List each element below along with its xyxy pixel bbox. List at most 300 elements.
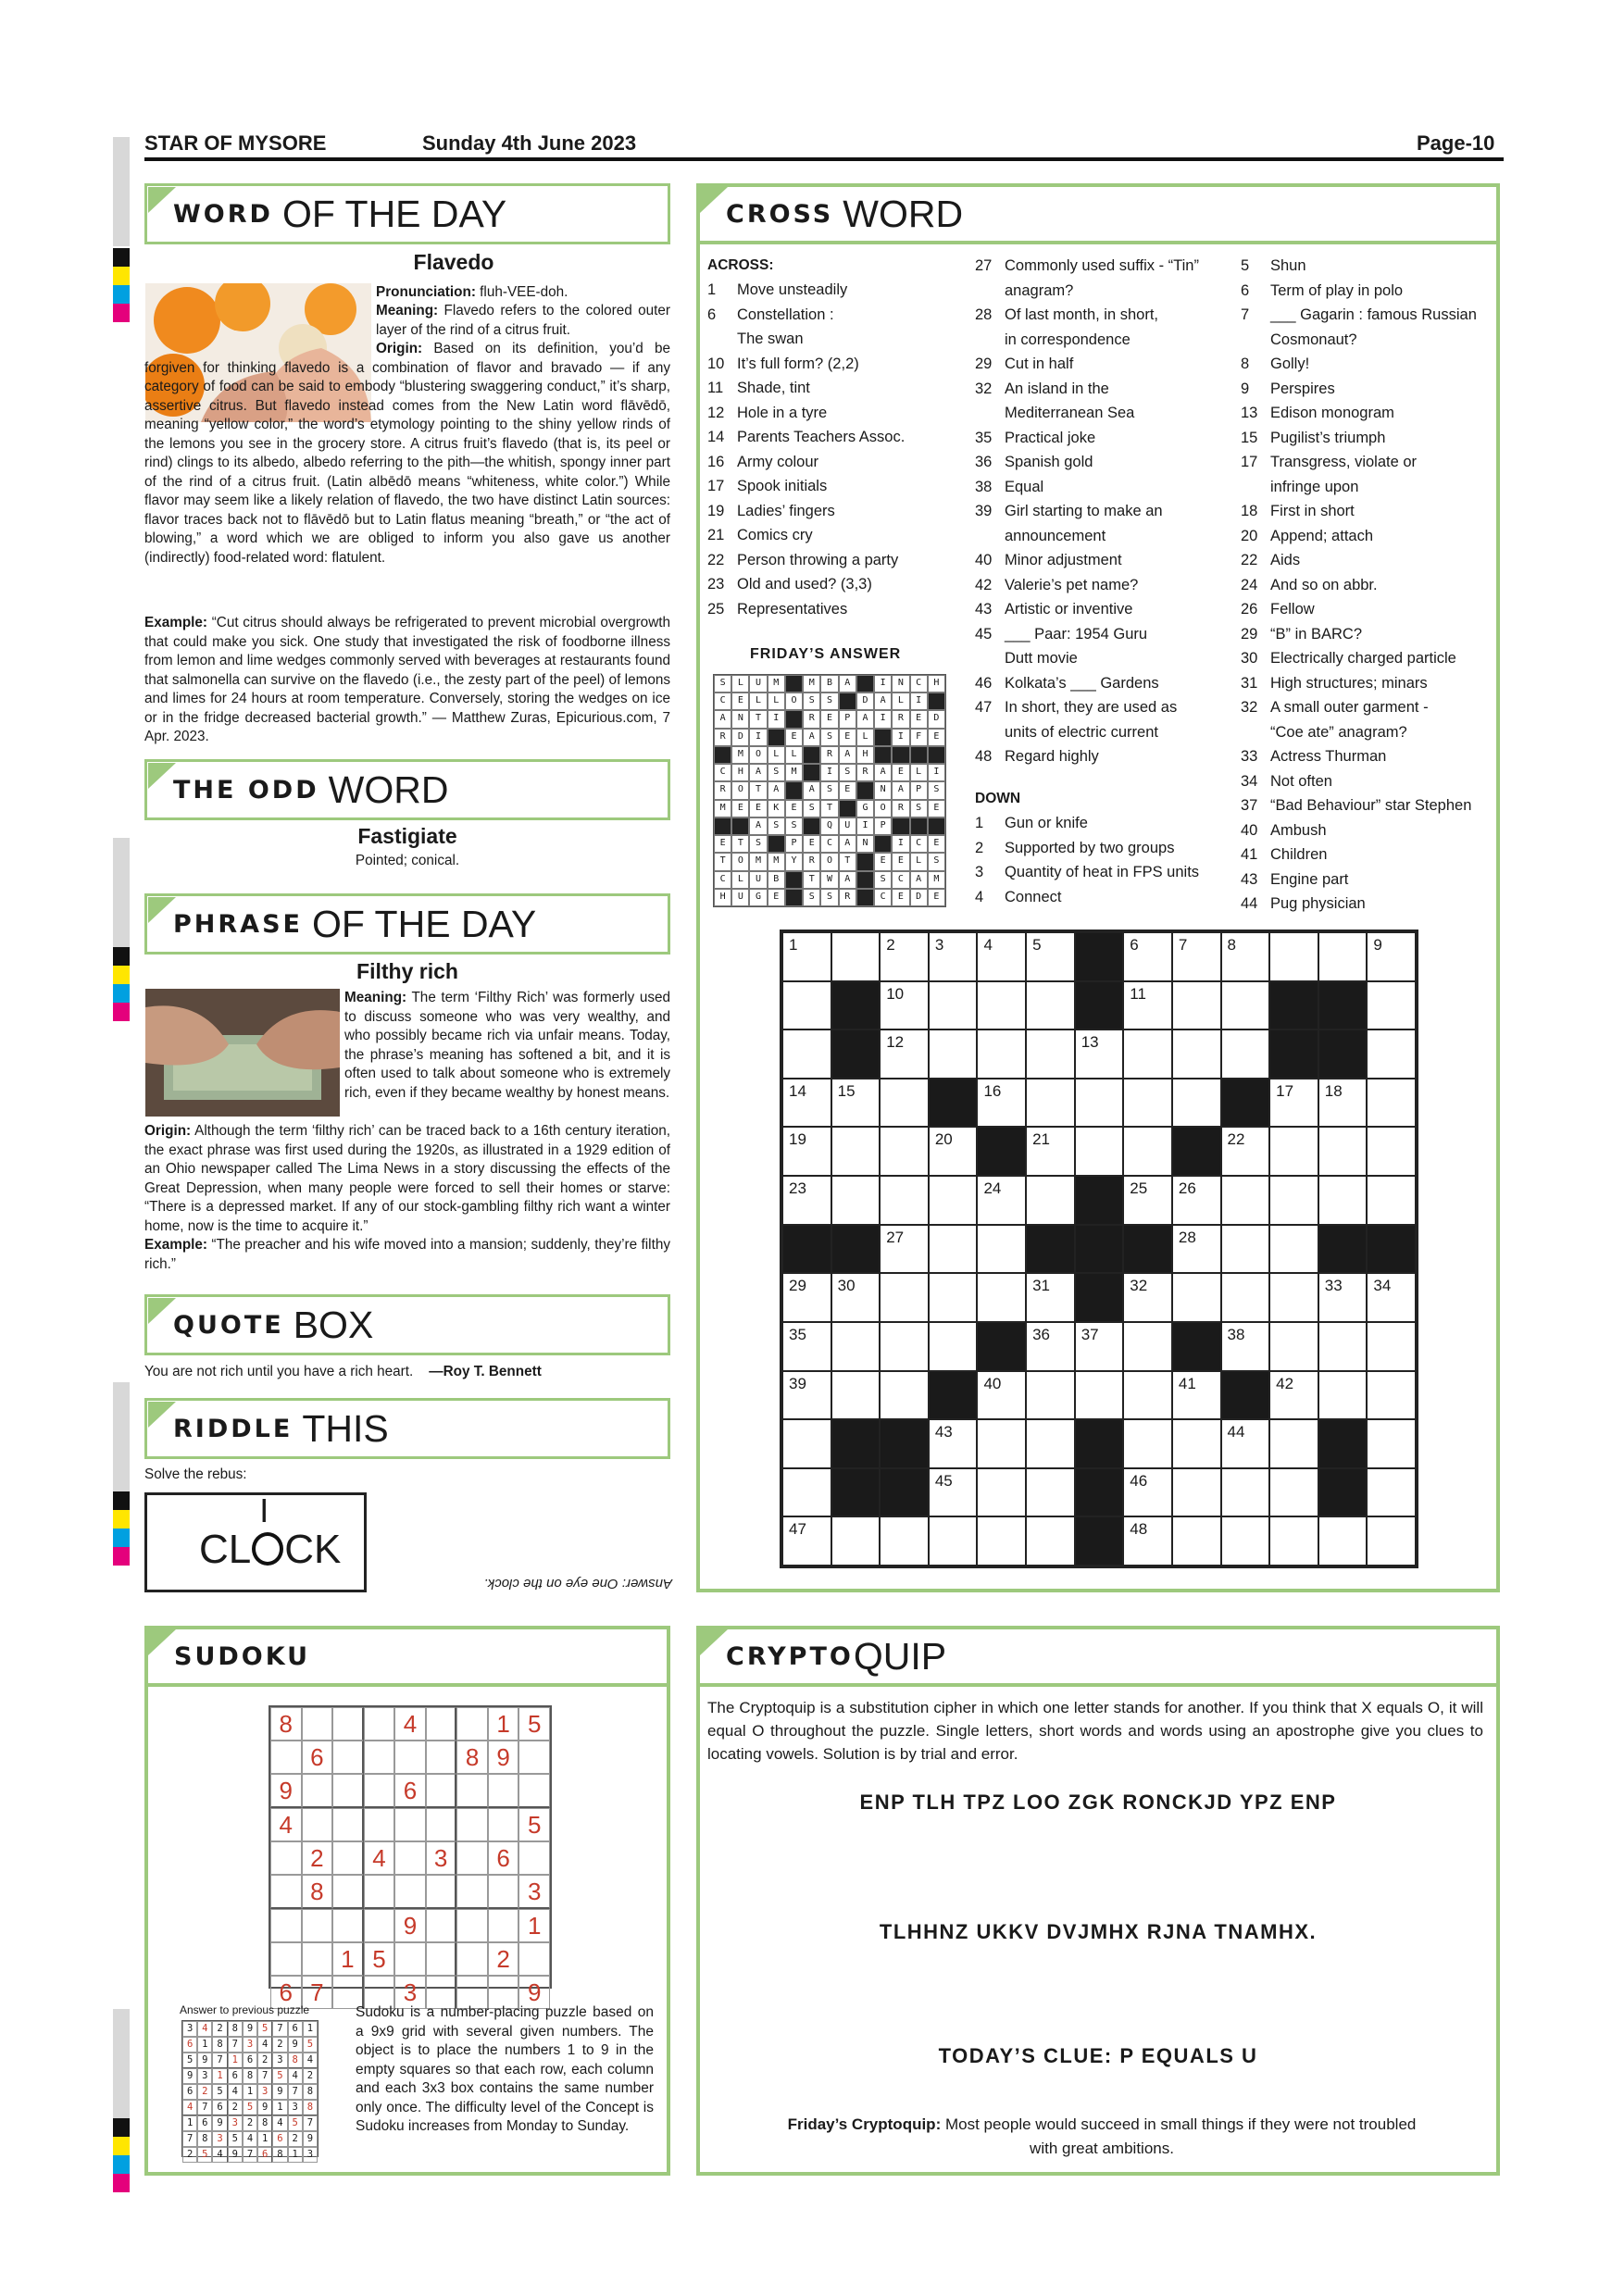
answer-cell: C: [874, 889, 892, 906]
answer-cell: F: [910, 729, 928, 746]
sudoku-cell: 4: [394, 1707, 426, 1741]
color-register-mark: [113, 2118, 130, 2192]
corner-accent: [148, 1298, 176, 1324]
answer-cell: S: [820, 729, 838, 746]
prev-sudoku-cell: 7: [228, 2037, 243, 2053]
answer-cell: E: [892, 853, 909, 870]
clue-text: Old and used? (3,3): [737, 576, 872, 593]
answer-cell: P: [785, 835, 803, 853]
clue-text: Hole in a tyre: [737, 404, 828, 421]
clue-text: Perspires: [1270, 380, 1335, 397]
crossword-cell: [782, 1029, 831, 1079]
answer-cell: [856, 871, 874, 889]
clue-text: Ladies’ fingers: [737, 502, 835, 519]
answer-cell: I: [910, 693, 928, 710]
word-title: Flavedo: [413, 250, 494, 274]
cell-number: 10: [886, 984, 905, 1003]
answer-cell: T: [731, 835, 749, 853]
color-register-mark: [113, 1491, 130, 1566]
crossword-cell: [1026, 1273, 1075, 1322]
answer-cell: A: [749, 764, 767, 781]
sudoku-cell: 6: [394, 1774, 426, 1808]
answer-cell: [803, 746, 820, 764]
sudoku-cell: [302, 1774, 333, 1808]
corner-accent: [148, 897, 176, 923]
prev-sudoku-cell: 6: [182, 2037, 197, 2053]
clue-item: [1241, 892, 1500, 917]
cell-number: 47: [789, 1520, 806, 1539]
cell-number: 31: [1032, 1277, 1050, 1295]
crossword-cell: [929, 1516, 978, 1566]
black-cell: [1123, 1225, 1172, 1274]
phrase-header: [144, 893, 670, 955]
clue-item: [1241, 524, 1500, 549]
gray-bar: [113, 137, 130, 246]
sudoku-cell: [518, 1942, 550, 1976]
answer-cell: P: [874, 817, 892, 835]
answer-cell: [731, 817, 749, 835]
answer-cell: S: [749, 835, 767, 853]
crossword-cell: [1221, 1273, 1270, 1322]
answer-cell: S: [803, 693, 820, 710]
quote-header: [144, 1294, 670, 1355]
clue-item: [707, 523, 957, 548]
sudoku-cell: [394, 1841, 426, 1875]
answer-cell: [785, 675, 803, 693]
clue-item: [1241, 597, 1500, 622]
crossword-cell: [880, 1029, 929, 1079]
prev-sudoku-cell: 3: [182, 2021, 197, 2037]
sudoku-grid: [269, 1705, 552, 2006]
answer-cell: T: [820, 800, 838, 817]
crossword-cell: [1269, 1322, 1318, 1371]
crossword-cell: [1026, 1371, 1075, 1420]
answer-cell: M: [714, 800, 731, 817]
clue-item: [707, 499, 957, 524]
clue-text: Girl starting to make an: [1005, 503, 1163, 519]
crossword-cell: [1026, 1176, 1075, 1225]
black-cell: [1318, 981, 1368, 1030]
phrase-title: Filthy rich: [356, 959, 458, 983]
sudoku-cell: 5: [518, 1808, 550, 1841]
crossword-cell: [831, 1127, 881, 1176]
clue-number: 6: [707, 306, 717, 323]
crossword-cell: [1367, 1322, 1416, 1371]
answer-cell: A: [910, 871, 928, 889]
sudoku-cell: 8: [456, 1741, 488, 1774]
clue-text: infringe upon: [1270, 478, 1359, 495]
answer-cell: S: [768, 764, 785, 781]
prev-sudoku-cell: 8: [228, 2021, 243, 2037]
crossword-cell: [1123, 1127, 1172, 1176]
sudoku-cell: 9: [518, 1976, 550, 2009]
clue-item: [975, 622, 1225, 647]
prev-sudoku-cell: 9: [303, 2131, 318, 2147]
crossword-cell: [831, 1371, 881, 1420]
clue-number: 41: [1241, 846, 1258, 863]
clue-item: [975, 328, 1225, 353]
answer-cell: [785, 781, 803, 799]
cell-number: 8: [1227, 936, 1236, 954]
crossword-cell: [1367, 1029, 1416, 1079]
gray-bar: [113, 1382, 130, 1491]
answer-cell: [856, 781, 874, 799]
clue-number: 5: [1241, 257, 1250, 274]
cell-number: 22: [1227, 1130, 1245, 1149]
crossword-cell: [1221, 1225, 1270, 1274]
example-text: “The preacher and his wife moved into a mansion; suddenly, they’re filthy rich.”: [144, 1237, 670, 1272]
black-cell: [1172, 1127, 1221, 1176]
prev-sudoku-cell: 9: [212, 2115, 227, 2131]
answer-cell: Y: [785, 853, 803, 870]
black-cell: [929, 1079, 978, 1128]
crossword-cell: [1172, 1079, 1221, 1128]
crossword-cell: [1269, 1273, 1318, 1322]
clue-item: [1241, 793, 1500, 818]
prev-sudoku-cell: 3: [272, 2053, 287, 2068]
prev-sudoku-cell: 6: [197, 2115, 212, 2131]
black-cell: [1221, 1079, 1270, 1128]
clue-text: announcement: [1005, 527, 1106, 544]
sudoku-cell: [426, 1707, 457, 1741]
answer-cell: [910, 817, 928, 835]
crossword-cell: [1367, 1127, 1416, 1176]
clue-text: Not often: [1270, 772, 1332, 790]
black-cell: [880, 1468, 929, 1517]
clue-number: [707, 327, 737, 352]
riddle-prompt: Solve the rebus:: [144, 1466, 247, 1482]
sudoku-cell: [364, 1741, 395, 1774]
cell-number: 11: [1130, 984, 1146, 1003]
answer-cell: A: [856, 710, 874, 728]
sudoku-cell: [394, 1875, 426, 1909]
crossword-cell: [1221, 1127, 1270, 1176]
sudoku-cell: 6: [302, 1741, 333, 1774]
sudoku-cell: [456, 1774, 488, 1808]
crossword-cell: [1172, 1516, 1221, 1566]
rebus-word: [199, 1491, 342, 1573]
prev-sudoku-cell: 2: [272, 2037, 287, 2053]
meaning-text: Flavedo refers to the colored outer layer of the rind of a citrus fruit.: [376, 303, 670, 338]
clue-item: [1241, 867, 1500, 892]
color-register-mark: [113, 248, 130, 322]
clue-item: [975, 744, 1225, 769]
quote-author: —Roy T. Bennett: [429, 1364, 542, 1379]
prev-sudoku-cell: 7: [257, 2068, 272, 2084]
answer-cell: S: [820, 889, 838, 906]
clue-item: [1241, 352, 1500, 377]
answer-cell: [785, 710, 803, 728]
answer-cell: M: [731, 746, 749, 764]
answer-cell: T: [749, 781, 767, 799]
clue-text: Kolkata’s ___ Gardens: [1005, 674, 1159, 692]
crossword-cell: [929, 981, 978, 1030]
answer-cell: E: [910, 710, 928, 728]
clue-item: [1241, 401, 1500, 426]
crossword-cell: [1269, 1225, 1318, 1274]
crossword-cell: [782, 1516, 831, 1566]
sudoku-cell: [332, 1875, 364, 1909]
answer-cell: L: [892, 693, 909, 710]
clue-text: Transgress, violate or: [1270, 454, 1418, 470]
answer-cell: R: [839, 889, 856, 906]
answer-cell: A: [839, 675, 856, 693]
clue-item: [975, 811, 1234, 836]
prev-sudoku-cell: 6: [243, 2053, 257, 2068]
crossword-cell: [977, 1273, 1026, 1322]
clue-number: 47: [975, 699, 993, 716]
answer-cell: M: [768, 853, 785, 870]
answer-cell: O: [874, 800, 892, 817]
clue-number: [975, 279, 1005, 304]
prev-sudoku-cell: 2: [197, 2084, 212, 2100]
prev-sudoku-cell: 8: [197, 2131, 212, 2147]
prev-sudoku-cell: 8: [303, 2084, 318, 2100]
clue-item: [975, 401, 1225, 426]
word-origin: [144, 340, 670, 568]
answer-cell: B: [820, 675, 838, 693]
cell-number: 26: [1178, 1179, 1196, 1198]
crossword-cell: [1026, 932, 1075, 981]
black-cell: [1075, 932, 1124, 981]
prev-sudoku-cell: 4: [288, 2068, 303, 2084]
cell-number: 36: [1032, 1325, 1050, 1343]
crossword-cell: [831, 1079, 881, 1128]
answer-cell: L: [856, 729, 874, 746]
answer-cell: L: [785, 746, 803, 764]
crossword-cell: [1221, 1516, 1270, 1566]
prev-sudoku-cell: 1: [212, 2068, 227, 2084]
answer-cell: I: [874, 710, 892, 728]
clue-text: Of last month, in short,: [1005, 306, 1158, 323]
cell-number: 33: [1324, 1277, 1343, 1295]
crossword-cell: [1367, 1468, 1416, 1517]
answer-cell: L: [731, 675, 749, 693]
clue-item: [975, 671, 1225, 696]
clue-item: [975, 860, 1234, 885]
answer-cell: A: [803, 729, 820, 746]
cell-number: 37: [1081, 1325, 1099, 1343]
clue-text: Parents Teachers Assoc.: [737, 429, 906, 445]
prev-sudoku-cell: 8: [272, 2147, 287, 2163]
prev-sudoku-cell: 6: [212, 2100, 227, 2115]
prev-sudoku-cell: 7: [197, 2100, 212, 2115]
answer-cell: E: [892, 889, 909, 906]
prev-sudoku-cell: 6: [182, 2084, 197, 2100]
prev-sudoku-cell: 1: [272, 2100, 287, 2115]
answer-cell: [785, 889, 803, 906]
clue-text: Edison monogram: [1270, 405, 1394, 421]
section-label: WORD: [843, 192, 964, 235]
answer-cell: [928, 817, 945, 835]
answer-cell: L: [910, 764, 928, 781]
clue-number: [975, 328, 1005, 353]
clue-number: 25: [707, 600, 725, 618]
crossword-cell: [1026, 1322, 1075, 1371]
black-cell: [1269, 1029, 1318, 1079]
answer-cell: S: [874, 871, 892, 889]
meaning-label: Meaning:: [344, 990, 407, 1005]
sudoku-cell: [488, 1774, 519, 1808]
sudoku-cell: 2: [302, 1841, 333, 1875]
black-cell: [831, 1029, 881, 1079]
clue-number: 44: [1241, 895, 1258, 912]
crossword-cell: [782, 1176, 831, 1225]
crossword-cell: [977, 1516, 1026, 1566]
clue-number: 17: [1241, 454, 1258, 470]
prev-sudoku-cell: 6: [257, 2147, 272, 2163]
prev-sudoku-cell: 9: [243, 2021, 257, 2037]
crossword-cell: [1026, 1468, 1075, 1517]
answer-cell: S: [820, 693, 838, 710]
crossword-cell: [1269, 1371, 1318, 1420]
sudoku-cell: 5: [364, 1942, 395, 1976]
cell-number: 28: [1178, 1228, 1196, 1246]
crossword-cell: [1172, 1468, 1221, 1517]
origin-label: Origin:: [144, 1123, 192, 1139]
clue-item: [707, 548, 957, 573]
cryptoquip-header: [696, 1626, 1500, 1687]
cell-number: 3: [934, 936, 944, 954]
clue-number: 18: [1241, 503, 1258, 519]
prev-sudoku-cell: 9: [257, 2100, 272, 2115]
crossword-cell: [1123, 932, 1172, 981]
clue-text: In short, they are used as: [1005, 699, 1178, 716]
friday-answer-grid: [713, 674, 946, 907]
friday-cryptoquip-text: Most people would succeed in small things if they were not troubled with great ambitions.: [941, 2115, 1417, 2157]
clue-item: [1241, 769, 1500, 794]
answer-cell: R: [856, 764, 874, 781]
prev-sudoku-cell: 5: [228, 2131, 243, 2147]
prev-sudoku-cell: 7: [212, 2053, 227, 2068]
sudoku-cell: [456, 1707, 488, 1741]
clue-number: 38: [975, 478, 993, 495]
sudoku-cell: [394, 1741, 426, 1774]
answer-cell: E: [785, 729, 803, 746]
crossword-cell: [1123, 1371, 1172, 1420]
sudoku-cell: [518, 1774, 550, 1808]
answer-cell: [856, 853, 874, 870]
word-example: [144, 614, 670, 747]
crossword-cell: [880, 1079, 929, 1128]
crossword-cell: [1367, 1516, 1416, 1566]
sudoku-cell: [394, 1942, 426, 1976]
answer-cell: U: [749, 675, 767, 693]
answer-cell: I: [874, 675, 892, 693]
clue-number: 21: [707, 527, 725, 543]
clue-item: [975, 254, 1225, 279]
answer-cell: E: [785, 800, 803, 817]
prev-sudoku-cell: 5: [182, 2053, 197, 2068]
section-label-bold: CROSS: [726, 199, 834, 229]
clue-text: Practical joke: [1005, 429, 1096, 446]
crossword-cell: [782, 981, 831, 1030]
answer-cell: [892, 746, 909, 764]
sudoku-cell: [426, 1875, 457, 1909]
clue-item: [975, 377, 1225, 402]
sudoku-cell: [332, 1774, 364, 1808]
sudoku-cell: 3: [394, 1976, 426, 2009]
answer-cell: C: [714, 693, 731, 710]
clue-text: Engine part: [1270, 870, 1349, 888]
sudoku-cell: 6: [270, 1976, 302, 2009]
clue-item: [1241, 499, 1500, 524]
black-cell: [1075, 1516, 1124, 1566]
prev-sudoku-cell: 4: [243, 2131, 257, 2147]
prev-sudoku-cell: 1: [257, 2131, 272, 2147]
crossword-cell: [1221, 981, 1270, 1030]
answer-cell: L: [910, 853, 928, 870]
prev-sudoku-cell: 3: [257, 2084, 272, 2100]
prev-sudoku-cell: 5: [272, 2068, 287, 2084]
clue-number: 29: [975, 356, 993, 372]
prev-sudoku-cell: 5: [197, 2147, 212, 2163]
answer-cell: [874, 746, 892, 764]
clue-item: [975, 303, 1225, 328]
clue-number: 27: [975, 257, 993, 274]
crossword-cell: [929, 1468, 978, 1517]
sudoku-cell: 2: [488, 1942, 519, 1976]
crossword-cell: [977, 932, 1026, 981]
answer-cell: E: [803, 835, 820, 853]
answer-cell: M: [803, 675, 820, 693]
crossword-cell: [1123, 1079, 1172, 1128]
crossword-cell: [782, 1079, 831, 1128]
prev-answer-label: Answer to previous puzzle: [180, 2003, 310, 2016]
clue-number: [975, 524, 1005, 549]
origin-text: Although the term ‘filthy rich’ can be traced back to a 16th century iteration, the exact phrase was first used during the 1920s, as illustrated in a 1929 edition of an Ohio newspaper called The Lima News in a story discussing the effects of the Great Depression, when many people were forced to sell their homes or starve: “There is a depressed market. If any of our stock-gambling filthy rich want a winter home, now is the time to acquire it.”: [144, 1123, 670, 1234]
cell-number: 6: [1130, 936, 1139, 954]
clue-text: “B” in BARC?: [1270, 625, 1363, 643]
clue-text: Artistic or inventive: [1005, 601, 1133, 618]
answer-cell: L: [749, 693, 767, 710]
clue-text: ___ Gagarin : famous Russian: [1270, 306, 1477, 323]
sudoku-cell: [456, 1942, 488, 1976]
sudoku-cell: [488, 1875, 519, 1909]
answer-cell: E: [928, 800, 945, 817]
prev-sudoku-cell: 2: [228, 2100, 243, 2115]
black-cell: [977, 1322, 1026, 1371]
answer-cell: [803, 817, 820, 835]
crossword-cell: [1367, 1419, 1416, 1468]
clue-text: Pug physician: [1270, 895, 1366, 912]
crossword-cell: [929, 1029, 978, 1079]
prev-sudoku-cell: 5: [288, 2115, 303, 2131]
answer-cell: A: [749, 817, 767, 835]
clue-item: [1241, 279, 1500, 304]
corner-accent: [148, 187, 176, 213]
clue-text: Person throwing a party: [737, 551, 899, 568]
cell-number: 12: [886, 1033, 905, 1052]
crossword-cell: [1172, 932, 1221, 981]
sudoku-cell: [302, 1909, 333, 1942]
clue-text: units of electric current: [1005, 723, 1158, 741]
clue-text: Children: [1270, 846, 1328, 863]
clue-text: An island in the: [1005, 380, 1109, 397]
answer-cell: M: [785, 764, 803, 781]
crossword-cell: [1123, 1419, 1172, 1468]
answer-cell: [856, 889, 874, 906]
clue-text: Gun or knife: [1005, 815, 1088, 831]
cell-number: 27: [886, 1228, 905, 1246]
answer-cell: I: [928, 764, 945, 781]
sudoku-cell: 3: [518, 1875, 550, 1909]
clue-text: It’s full form? (2,2): [737, 355, 859, 372]
crossword-cell: [880, 1516, 929, 1566]
crossword-cell: [782, 1419, 831, 1468]
prev-sudoku-cell: 9: [272, 2084, 287, 2100]
cell-number: 39: [789, 1374, 806, 1392]
